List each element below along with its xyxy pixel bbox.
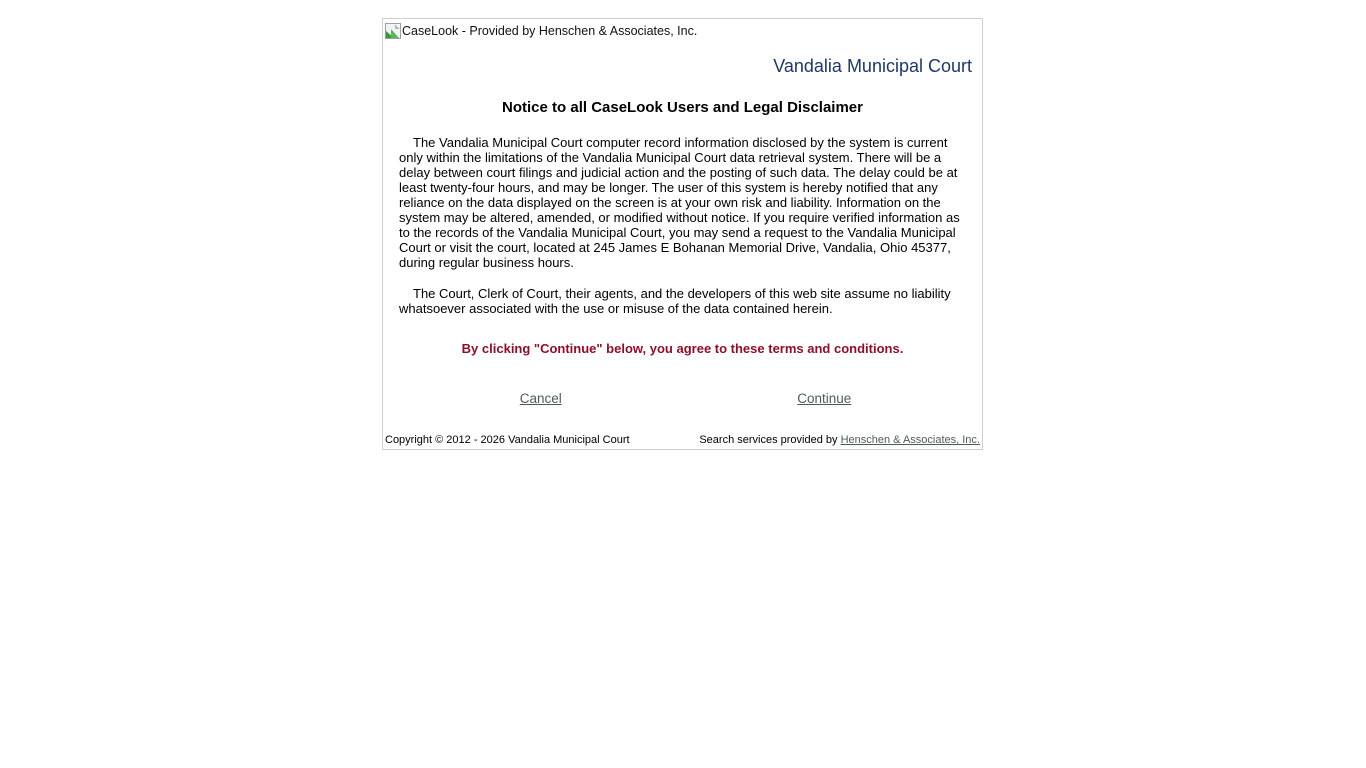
logo-row bbox=[385, 23, 978, 43]
main-content bbox=[383, 99, 982, 406]
provider-credit bbox=[699, 434, 980, 447]
broken-image-icon bbox=[385, 23, 401, 39]
provider-prefix-text: Search services provided by bbox=[699, 434, 841, 446]
henschen-associates-link[interactable]: Henschen & Associates, Inc. bbox=[840, 434, 980, 446]
disclaimer-paragraph-2: The Court, Clerk of Court, their agents, and the developers of this web site assume no liability whatsoever associated with the use or misuse of the data contained herein. bbox=[399, 286, 951, 316]
copyright-text: Copyright © 2012 - 2026 Vandalia Municipal Court bbox=[385, 434, 630, 446]
cancel-cell bbox=[399, 391, 683, 406]
court-name-title: Vandalia Municipal Court bbox=[773, 56, 972, 76]
page-title: Notice to all CaseLook Users and Legal Disclaimer bbox=[502, 99, 863, 116]
disclaimer-paragraph-1: The Vandalia Municipal Court computer record information disclosed by the system is current only within the limitations of the Vandalia Municipal Court data retrieval system. There will be a delay between court filings and judicial action and the posting of such data. The delay could be at least twenty-four hours, and may be longer. The user of this system is hereby notified that any reliance on the data displayed on the screen is at your own risk and liability. Information on the system may be altered, amended, or modified without notice. If you require verified information as to the records of the Vandalia Municipal Court, you may send a request to the Vandalia Municipal Court or visit the court, located at 245 James E Bohanan Memorial Drive, Vandalia, Ohio 45377, during regular business hours. bbox=[399, 135, 960, 270]
logo-alt-text: CaseLook - Provided by Henschen & Associates, Inc. bbox=[402, 24, 698, 38]
page-wrapper bbox=[382, 18, 982, 450]
page-footer bbox=[383, 434, 982, 449]
agreement-notice: By clicking "Continue" below, you agree to these terms and conditions. bbox=[461, 341, 904, 356]
action-row bbox=[399, 391, 966, 406]
continue-button[interactable]: Continue bbox=[797, 391, 852, 406]
disclaimer-content-box bbox=[382, 18, 983, 450]
page-header bbox=[383, 19, 982, 77]
cancel-button[interactable]: Cancel bbox=[519, 391, 562, 406]
continue-cell bbox=[683, 391, 967, 406]
